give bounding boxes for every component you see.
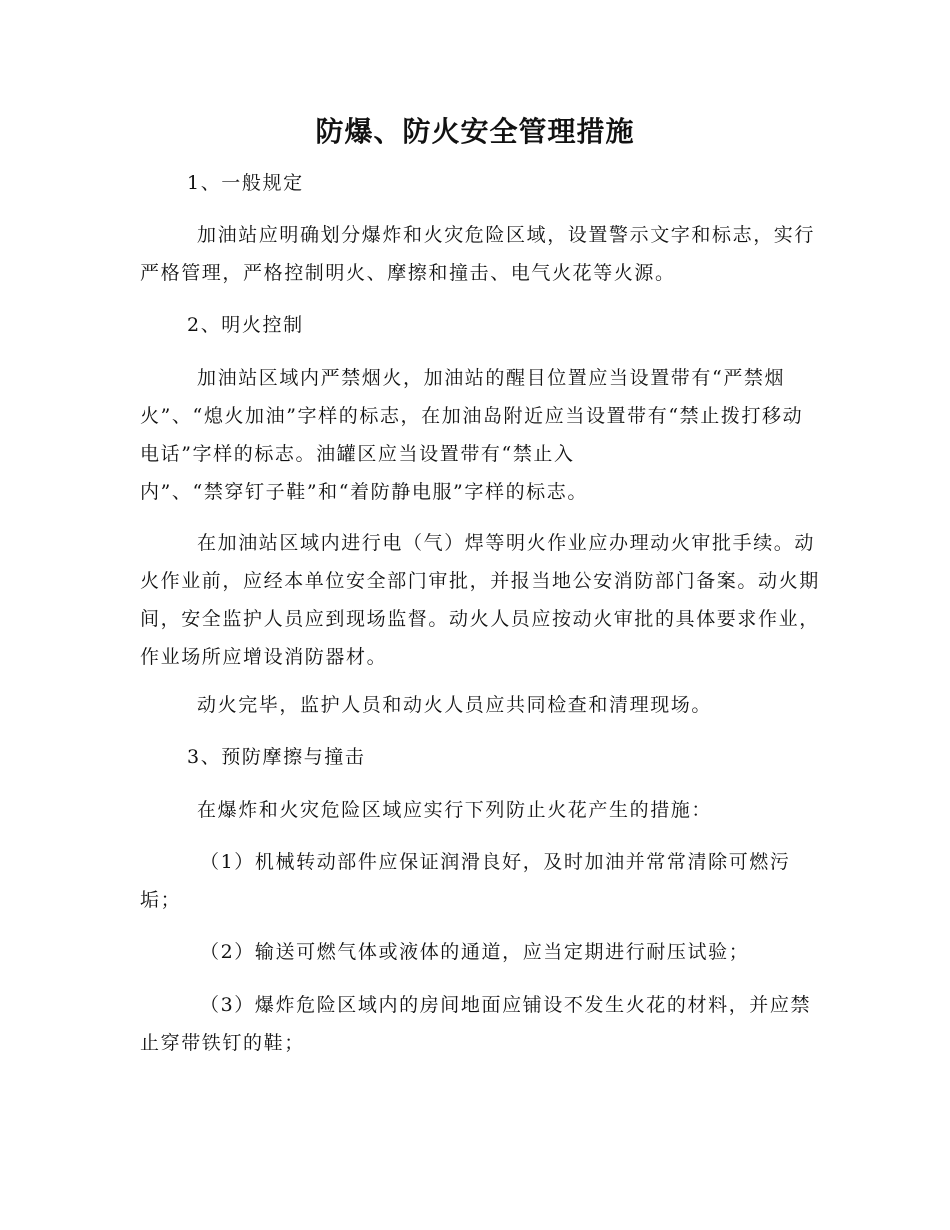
paragraph-general-rules: 加油站应明确划分爆炸和火灾危险区域，设置警示文字和标志，实行严格管理，严格控制明火、摩擦和撞击、电气火花等火源。	[140, 224, 816, 284]
paragraph-no-smoking-signs: 加油站区域内严禁烟火，加油站的醒目位置应当设置带有“严禁烟火”、“熄火加油”字样的标志，在加油岛附近应当设置带有“禁止拨打移动电话”字样的标志。油罐区应当设置带有“禁止入	[140, 367, 804, 465]
list-item-pressure-test: （2）输送可燃气体或液体的通道，应当定期进行耐压试验；	[200, 941, 750, 963]
document-title: 防爆、防火安全管理措施	[315, 115, 635, 148]
paragraph-hot-work-completion: 动火完毕，监护人员和动火人员应共同检查和清理现场。	[197, 694, 713, 716]
section-heading-open-fire: 2、明火控制	[187, 314, 304, 336]
paragraph-hot-work-approval: 在加油站区域内进行电（气）焊等明火作业应办理动火审批手续。动火作业前，应经本单位安全部门审批，并报当地公安消防部门备案。动火期间，安全监护人员应到现场监督。动火人员应按动火审批的具体要求作业，作业场所应增设消防器材。	[140, 532, 820, 668]
paragraph-spark-prevention-intro: 在爆炸和火灾危险区域应实行下列防止火花产生的措施：	[197, 799, 713, 821]
section-heading-general: 1、一般规定	[187, 172, 304, 194]
list-item-lubrication: （1）机械转动部件应保证润滑良好，及时加油并常常清除可燃污垢；	[140, 851, 791, 911]
list-item-spark-free-floor: （3）爆炸危险区域内的房间地面应铺设不发生火花的材料，并应禁止穿带铁钉的鞋；	[140, 994, 812, 1054]
section-heading-friction-impact: 3、预防摩擦与撞击	[187, 746, 366, 768]
paragraph-no-smoking-signs-continued: 内”、“禁穿钉子鞋”和“着防静电服”字样的标志。	[140, 481, 588, 503]
